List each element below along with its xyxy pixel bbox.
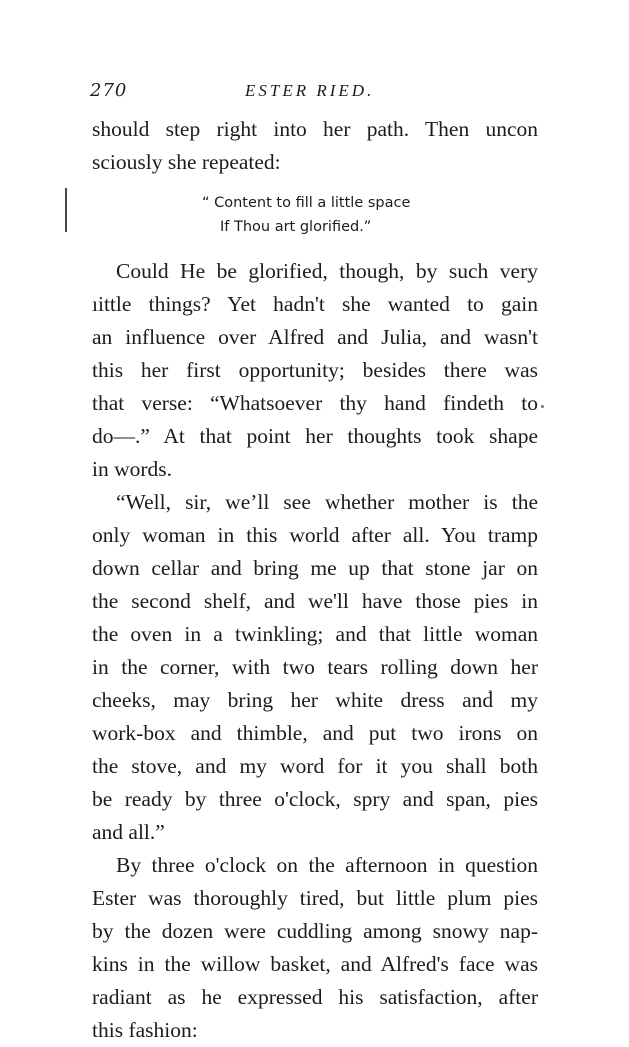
- text-line: “Well, sir, we’ll see whether mother is the: [116, 490, 538, 514]
- text-line: down cellar and bring me up that stone jar on: [92, 556, 538, 580]
- margin-mark: [65, 188, 67, 232]
- text-line: work-box and thimble, and put two irons on: [92, 721, 538, 745]
- paper-speck: [541, 405, 544, 408]
- text-line: should step right into her path. Then uncon: [92, 117, 538, 141]
- text-line: Could He be glorified, though, by such very: [116, 259, 538, 283]
- text-line: be ready by three o'clock, spry and span, pies: [92, 787, 538, 811]
- text-line: that verse: “Whatsoever thy hand findeth to: [92, 391, 538, 415]
- paragraph: [92, 113, 538, 179]
- text-line: the stove, and my word for it you shall both: [92, 754, 538, 778]
- text-line: an influence over Alfred and Julia, and wasn't: [92, 325, 538, 349]
- text-line: in the corner, with two tears rolling down her: [92, 655, 538, 679]
- page-header: [90, 80, 540, 106]
- text-line: by the dozen were cuddling among snowy nap-: [92, 919, 538, 943]
- text-line: the oven in a twinkling; and that little woman: [92, 622, 538, 646]
- text-line: kins in the willow basket, and Alfred's face was: [92, 952, 538, 976]
- text-line: the second shelf, and we'll have those pies in: [92, 589, 538, 613]
- text-line: and all.”: [92, 820, 165, 844]
- running-head: ESTER RIED.: [245, 81, 375, 100]
- quote-line: “ Content to fill a little space: [202, 195, 411, 211]
- text-line: Ester was thoroughly tired, but little plum pies: [92, 886, 538, 910]
- text-line: this fashion:: [92, 1018, 198, 1042]
- text-line: sciously she repeated:: [92, 150, 281, 174]
- quote-line: If Thou art glorified.”: [220, 219, 372, 235]
- text-line: ıittle things? Yet hadn't she wanted to gain: [92, 292, 538, 316]
- paragraph: [92, 255, 538, 486]
- page-number: 270: [90, 80, 128, 101]
- paragraph: [92, 486, 538, 849]
- text-line: only woman in this world after all. You tramp: [92, 523, 538, 547]
- paragraph: [92, 849, 538, 1047]
- body-text: [92, 113, 538, 1047]
- text-line: By three o'clock on the afternoon in question: [116, 853, 538, 877]
- text-line: in words.: [92, 457, 173, 481]
- text-line: cheeks, may bring her white dress and my: [92, 688, 538, 712]
- text-line: radiant as he expressed his satisfaction, after: [92, 985, 538, 1009]
- text-line: do—.” At that point her thoughts took shape: [92, 424, 538, 448]
- verse-quote: [92, 179, 538, 255]
- text-line: this her first opportunity; besides there was: [92, 358, 538, 382]
